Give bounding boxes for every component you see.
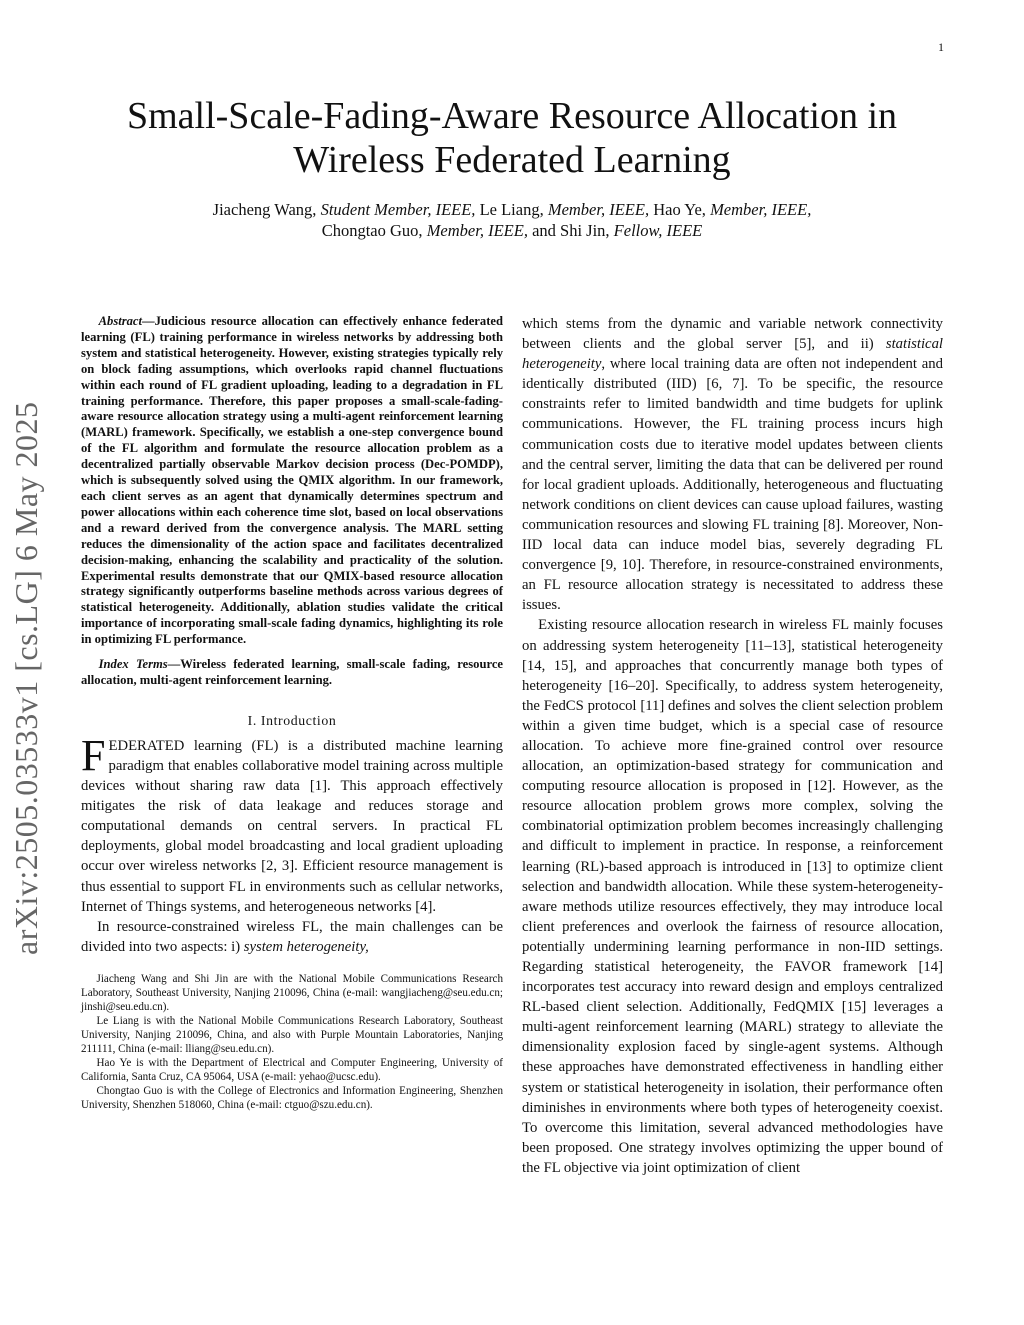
- page-number: 1: [938, 40, 944, 54]
- emphasis-system-heterogeneity: system heterogeneity,: [243, 938, 369, 955]
- abstract-label: Abstract: [98, 314, 143, 328]
- left-column: [81, 314, 503, 1112]
- index-terms-text: —Wireless federated learning, small-scale fading, resource allocation, multi-agent reinforcement learning.: [81, 657, 503, 687]
- right-column: [522, 314, 943, 1178]
- body-text-segment: , where local training data are often not independent and identically distributed (IID) [6, 7]. To be specific, the resource constraints refer to limited bandwidth and time budgets for uplink communications. However, the FL training process incurs high communication costs due to iterative model updates between clients and the central server, limiting the data that can be delivered per round for local gradient uploads. Additionally, heterogeneous and fluctuating network conditions on client devices can cause upload failures, wasting communication resources and slowing FL training [8]. Moreover, Non-IID local data can induce model bias, severely degrading FL convergence [9, 10]. Therefore, in resource-constrained environments, an FL resource allocation strategy is necessitated to address these issues.: [522, 356, 943, 614]
- arxiv-identifier-stamp: arXiv:2505.03533v1 [cs.LG] 6 May 2025: [8, 401, 44, 955]
- footnote: Jiacheng Wang and Shi Jin are with the National Mobile Communications Research Laboratory, Southeast University, Nanjing 210096, China (e-mail: wangjiacheng@seu.edu.cn; jinshi@seu.edu.cn).: [81, 972, 503, 1013]
- author-membership: Member, IEEE,: [547, 200, 650, 219]
- index-terms: [81, 657, 503, 689]
- author-membership: Fellow, IEEE: [613, 221, 703, 240]
- paper-title: Small-Scale-Fading-Aware Resource Allocation in Wireless Federated Learning: [126, 95, 898, 181]
- author-name: Chongtao Guo,: [321, 221, 423, 240]
- footnote: Hao Ye is with the Department of Electrical and Computer Engineering, University of California, Santa Cruz, CA 95064, USA (e-mail: yehao@ucsc.edu).: [81, 1056, 503, 1083]
- author-name: Le Liang,: [479, 200, 544, 219]
- author-name: and Shi Jin,: [532, 221, 610, 240]
- intro-paragraph-1-text: EDERATED learning (FL) is a distributed machine learning paradigm that enables collaborative model training across multiple devices without sharing raw data [1]. This approach effectively mitigates the risk of data leakage and reduces storage and computational demands on central servers. In practical FL deployments, global model broadcasting and local gradient uploading occur over wireless networks [2, 3]. Efficient resource management is thus essential to support FL in environments such as cellular networks, Internet of Things systems, and heterogeneous networks [4].: [81, 737, 503, 915]
- intro-paragraph-1: [81, 730, 503, 917]
- emphasis-statistical-heterogeneity: statistical heterogeneity: [522, 336, 943, 373]
- index-terms-label: Index Terms: [98, 657, 168, 672]
- author-membership: Member, IEEE,: [710, 200, 812, 219]
- drop-cap: F: [81, 730, 106, 780]
- body-paragraph-continued: [522, 314, 943, 615]
- section-heading-introduction: I. Introduction: [247, 712, 337, 728]
- body-text-segment: which stems from the dynamic and variable network connectivity between clients and the global server [5], and ii): [522, 316, 943, 353]
- author-membership: Member, IEEE,: [426, 221, 528, 240]
- footnote: Chongtao Guo is with the College of Electronics and Information Engineering, Shenzhen University, Shenzhen 518060, China (e-mail: ctguo@szu.edu.cn).: [81, 1084, 503, 1111]
- author-name: Hao Ye,: [653, 200, 706, 219]
- abstract: [81, 314, 503, 648]
- abstract-text: —Judicious resource allocation can effectively enhance federated learning (FL) training performance in wireless networks by addressing both system and statistical heterogeneity. However, existing strategies typically rely on block fading assumptions, which overlooks rapid channel fluctuations within each round of FL gradient uploading, leading to a degradation in FL training performance. Therefore, this paper proposes a small-scale-fading-aware resource allocation strategy using a multi-agent reinforcement learning (MARL) framework. Specifically, we establish a one-step convergence bound of the FL algorithm and formulate the resource allocation problem as a decentralized partially observable Markov decision process (Dec-POMDP), which is subsequently solved using the QMIX algorithm. In our framework, each client serves as an agent that dynamically determines spectrum and power allocations within each coherence time slot, based on local observations and a reward derived from the convergence analysis. The MARL setting reduces the dimensionality of the action space and facilitates decentralized decision-making, enhancing the scalability and practicality of the solution. Experimental results demonstrate that our QMIX-based resource allocation strategy significantly outperforms baseline methods across various degrees of statistical heterogeneity. Additionally, ablation studies validate the critical importance of incorporating small-scale fading dynamics, highlighting its role in optimizing FL performance.: [81, 314, 503, 647]
- author-membership: Student Member, IEEE,: [320, 200, 476, 219]
- intro-paragraph-2: [81, 917, 503, 957]
- intro-paragraph-2-text: In resource-constrained wireless FL, the main challenges can be divided into two aspects: i): [81, 918, 503, 955]
- footnote: Le Liang is with the National Mobile Communications Research Laboratory, Southeast University, Nanjing 210096, China, and also with Purple Mountain Laboratories, Nanjing 211111, China (e-mail: lliang@seu.edu.cn).: [81, 1014, 503, 1055]
- author-name: Jiacheng Wang,: [212, 200, 317, 219]
- affiliation-footnotes: [81, 972, 503, 1112]
- author-list: [100, 199, 924, 241]
- body-paragraph-related-work: Existing resource allocation research in wireless FL mainly focuses on addressing system heterogeneity [11–13], statistical heterogeneity [14, 15], and approaches that concurrently manage both types of heterogeneity [16–20]. Specifically, to address system heterogeneity, the FedCS protocol [11] defines and solves the client selection problem within a given time budget, which is a special case of resource allocation. To achieve more fine-grained control over resource allocation, an optimization-based strategy for communication and computing resource allocation is proposed in [12]. However, as the resource allocation problem grows more complex, solving the combinatorial optimization problem becomes increasingly challenging and difficult to implement in practice. In response, a reinforcement learning (RL)-based approach is introduced in [13] to optimize client selection and bandwidth allocation. While these system-heterogeneity-aware methods utilize resources effectively, they may introduce local client preferences and overlook the fairness of resource allocation, potentially undermining learning performance in non-IID settings. Regarding statistical heterogeneity, the FAVOR framework [14] incorporates test accuracy into reward design and employs centralized RL-based client selection. Additionally, FedQMIX [15] leverages a multi-agent reinforcement learning (MARL) strategy to alleviate the dimensionality explosion faced by single-agent systems. Although these approaches have demonstrated effectiveness in handling either system or statistical heterogeneity in isolation, their performance often diminishes in environments where both types of heterogeneity coexist. To overcome this limitation, several advanced methodologies have been proposed. One strategy involves optimizing the upper bound of the FL objective via joint optimization of client: [522, 617, 943, 1176]
